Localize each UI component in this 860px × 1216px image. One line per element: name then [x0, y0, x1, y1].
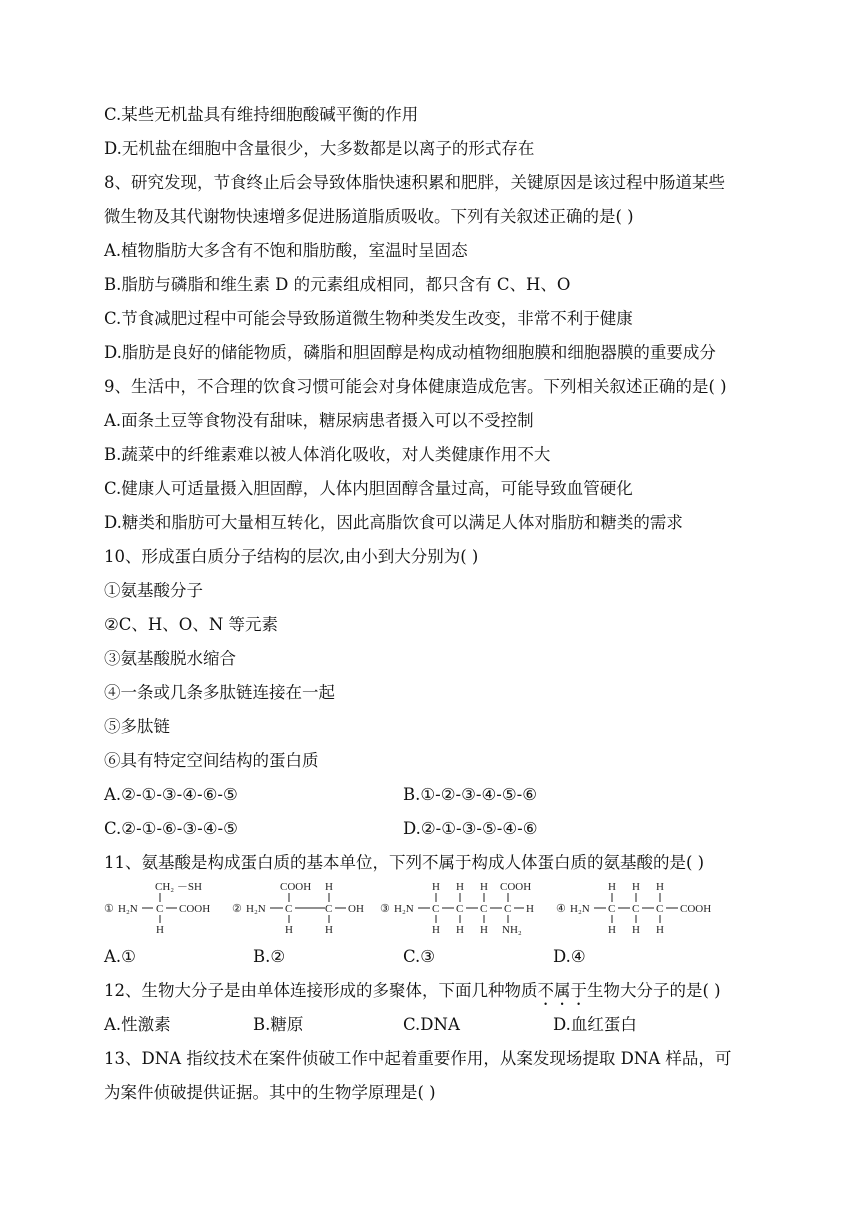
formula-3	[380, 881, 534, 936]
q9-stem: 9、生活中，不合理的饮食习惯可能会对身体健康造成危害。下列相关叙述正确的是( )	[104, 377, 727, 396]
q10-option-a: A.②-①-③-④-⑥-⑤	[104, 785, 238, 804]
formula-4-h1: H	[608, 881, 616, 893]
formula-3-number: ③	[380, 903, 390, 915]
q7-option-c: C.某些无机盐具有维持细胞酸碱平衡的作用	[104, 105, 419, 124]
formula-2-h-top: H	[325, 881, 333, 893]
q10-item-6: ⑥具有特定空间结构的蛋白质	[104, 751, 319, 770]
formula-3-hb3: H	[480, 924, 488, 936]
formula-4-h2n: H₂N	[570, 903, 590, 915]
q10-stem: 10、形成蛋白质分子结构的层次,由小到大分别为( )	[104, 547, 479, 566]
formula-1-number: ①	[104, 903, 114, 915]
q12-stem-pre: 12、生物大分子是由单体连接形成的多聚体，下面几种物质	[104, 981, 538, 1000]
formula-4-hb2: H	[632, 924, 640, 936]
formula-3-h2: H	[456, 881, 464, 893]
q10-option-c: C.②-①-⑥-③-④-⑤	[104, 819, 238, 838]
q10-item-2: ②C、H、O、N 等元素	[104, 615, 279, 634]
formula-4-h2: H	[632, 881, 640, 893]
q7-option-d: D.无机盐在细胞中含量很少，大多数都是以离子的形式存在	[104, 139, 535, 158]
q12-stem	[104, 980, 721, 1009]
q10-item-1: ①氨基酸分子	[104, 581, 203, 600]
q10-item-3: ③氨基酸脱水缩合	[104, 649, 236, 668]
formula-2-cooh: COOH	[280, 881, 312, 893]
q12-stem-post: 生物大分子的是( )	[587, 981, 721, 1000]
formula-4-c2: C	[632, 903, 640, 915]
q11-option-c: C.③	[403, 947, 436, 966]
q10-item-5: ⑤多肽链	[104, 717, 170, 736]
q10-item-4: ④一条或几条多肽链连接在一起	[104, 683, 335, 702]
formula-2-oh: OH	[348, 903, 364, 915]
q10-option-b: B.①-②-③-④-⑤-⑥	[403, 785, 537, 804]
q11-formulas	[100, 878, 780, 936]
formula-2	[232, 881, 364, 936]
formula-3-cooh: COOH	[500, 881, 532, 893]
q11-option-b: B.②	[253, 947, 286, 966]
formula-2-h2n: H₂N	[246, 903, 266, 915]
formula-3-h2n: H₂N	[394, 903, 414, 915]
amino-acid-formulas-svg	[100, 878, 780, 936]
formula-1-c: C	[156, 903, 164, 915]
q8-option-a: A.植物脂肪大多含有不饱和脂肪酸，室温时呈固态	[104, 241, 468, 260]
q9-option-d: D.糖类和脂肪可大量相互转化，因此高脂饮食可以满足人体对脂肪和糖类的需求	[104, 513, 683, 532]
formula-4-cooh: COOH	[680, 903, 712, 915]
q10-option-d: D.②-①-③-⑤-④-⑥	[403, 819, 538, 838]
q13-stem-line2: 为案件侦破提供证据。其中的生物学原理是( )	[104, 1083, 436, 1102]
q8-stem-line2: 微生物及其代谢物快速增多促进肠道脂质吸收。下列有关叙述正确的是( )	[104, 207, 634, 226]
formula-2-h-bottom2: H	[325, 924, 333, 936]
formula-3-nh2: NH₂	[502, 924, 522, 936]
formula-4	[556, 881, 711, 936]
formula-4-number: ④	[556, 903, 566, 915]
q9-option-b: B.蔬菜中的纤维素难以被人体消化吸收，对人类健康作用不大	[104, 445, 551, 464]
formula-2-number: ②	[232, 903, 242, 915]
formula-3-c1: C	[432, 903, 440, 915]
formula-3-c3: C	[480, 903, 488, 915]
formula-4-c3: C	[656, 903, 664, 915]
q9-option-a: A.面条土豆等食物没有甜味，糖尿病患者摄入可以不受控制	[104, 411, 534, 430]
formula-1-h: H	[156, 924, 164, 936]
formula-4-h3: H	[656, 881, 664, 893]
q9-option-c: C.健康人可适量摄入胆固醇，人体内胆固醇含量过高，可能导致血管硬化	[104, 479, 633, 498]
formula-2-c1: C	[285, 903, 293, 915]
formula-1-h2n: H₂N	[118, 903, 138, 915]
q11-stem: 11、氨基酸是构成蛋白质的基本单位，下列不属于构成人体蛋白质的氨基酸的是( )	[104, 853, 705, 872]
q12-option-c: C.DNA	[403, 1015, 460, 1034]
q8-stem-line1: 8、研究发现，节食终止后会导致体脂快速积累和肥胖，关键原因是该过程中肠道某些	[104, 173, 725, 192]
formula-3-hb2: H	[456, 924, 464, 936]
q12-stem-emphasis: 不属于	[537, 981, 587, 1000]
formula-3-h1: H	[432, 881, 440, 893]
q11-option-d: D.④	[553, 947, 586, 966]
formula-1-ch2sh: CH₂ －SH	[155, 881, 202, 893]
formula-2-c2: C	[325, 903, 333, 915]
formula-3-hb1: H	[432, 924, 440, 936]
formula-3-h-right: H	[526, 903, 534, 915]
q12-option-a: A.性激素	[104, 1015, 171, 1034]
q12-option-b: B.糖原	[253, 1015, 304, 1034]
formula-4-hb3: H	[656, 924, 664, 936]
q8-option-c: C.节食减肥过程中可能会导致肠道微生物种类发生改变，非常不利于健康	[104, 309, 633, 328]
formula-2-h-bottom1: H	[285, 924, 293, 936]
formula-1	[104, 881, 210, 936]
q13-stem-line1: 13、DNA 指纹技术在案件侦破工作中起着重要作用，从案发现场提取 DNA 样品，可	[104, 1049, 732, 1068]
q12-option-d: D.血红蛋白	[553, 1015, 637, 1034]
formula-3-c2: C	[456, 903, 464, 915]
formula-1-cooh: COOH	[179, 903, 211, 915]
formula-3-c4: C	[504, 903, 512, 915]
q11-option-a: A.①	[104, 947, 136, 966]
formula-3-h3: H	[480, 881, 488, 893]
formula-4-c1: C	[608, 903, 616, 915]
q8-option-d: D.脂肪是良好的储能物质，磷脂和胆固醇是构成动植物细胞膜和细胞器膜的重要成分	[104, 343, 716, 362]
formula-4-hb1: H	[608, 924, 616, 936]
q8-option-b: B.脂肪与磷脂和维生素 D 的元素组成相同，都只含有 C、H、O	[104, 275, 571, 294]
